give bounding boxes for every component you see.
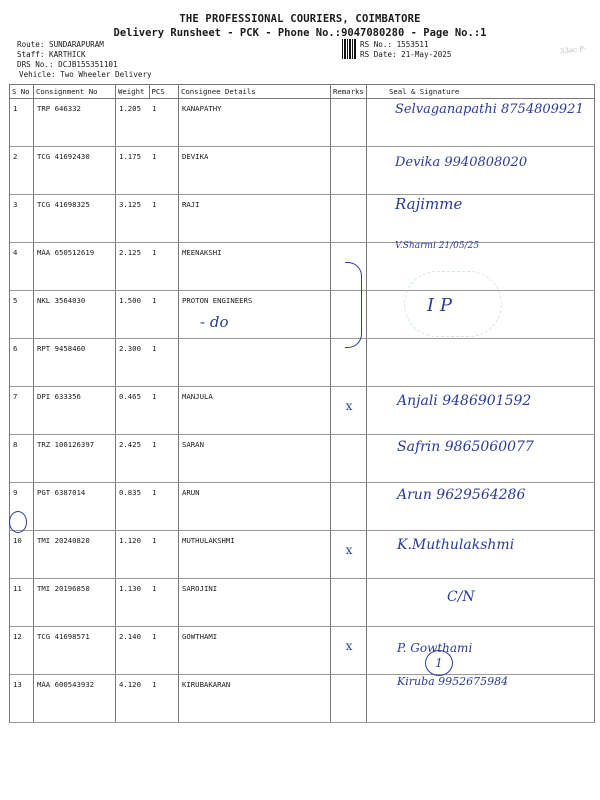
- table-row: [10, 195, 595, 243]
- cell-pcs: 1: [149, 339, 179, 387]
- cell-name: MANJULA: [179, 387, 331, 435]
- cell-sno: 3: [10, 195, 34, 243]
- cell-cons: TCG 41698325: [34, 195, 116, 243]
- cell-cons: PGT 6387014: [34, 483, 116, 531]
- cell-pcs: 1: [149, 99, 179, 147]
- handwritten-signature: K.Muthulakshmi: [397, 537, 515, 553]
- cell-weight: 2.140: [116, 627, 150, 675]
- cell-remark: [331, 195, 367, 243]
- cell-sno: 5: [10, 291, 34, 339]
- pencil-note: 33ac P-: [559, 44, 587, 56]
- cell-sno: 9: [10, 483, 34, 531]
- cell-signature: [367, 579, 595, 627]
- cell-sno: 8: [10, 435, 34, 483]
- circled-row-number: [9, 511, 27, 533]
- table-row: [10, 291, 595, 339]
- cell-weight: 2.125: [116, 243, 150, 291]
- cell-pcs: 1: [149, 531, 179, 579]
- col-remarks: Remarks: [331, 85, 367, 99]
- table-row: [10, 435, 595, 483]
- table-row: [10, 483, 595, 531]
- cell-cons: TCG 41698571: [34, 627, 116, 675]
- cell-cons: MAA 650512619: [34, 243, 116, 291]
- cell-cons: TMI 20240820: [34, 531, 116, 579]
- cell-remark: x: [331, 627, 367, 675]
- table-row: [10, 147, 595, 195]
- circled-page-number: 1: [435, 656, 443, 670]
- cell-cons: TMI 20196850: [34, 579, 116, 627]
- cell-name: KIRUBAKARAN: [179, 675, 331, 723]
- handwritten-signature: Rajimme: [395, 195, 463, 213]
- faded-stamp: [404, 271, 502, 337]
- cell-weight: 1.205: [116, 99, 150, 147]
- cell-remark: [331, 435, 367, 483]
- cell-name: KANAPATHY: [179, 99, 331, 147]
- cell-sno: 1: [10, 99, 34, 147]
- cell-signature: [367, 675, 595, 723]
- cell-sno: 7: [10, 387, 34, 435]
- cell-pcs: 1: [149, 675, 179, 723]
- barcode: [342, 39, 356, 59]
- cell-weight: 1.120: [116, 531, 150, 579]
- circled-page-mark: [425, 650, 453, 676]
- cell-weight: 1.130: [116, 579, 150, 627]
- drs-text: DRS No.: DCJB155351101: [17, 60, 118, 69]
- cell-cons: MAA 600543932: [34, 675, 116, 723]
- cell-cons: DPI 633356: [34, 387, 116, 435]
- cell-pcs: 1: [149, 483, 179, 531]
- cell-weight: 2.300: [116, 339, 150, 387]
- cell-remark: [331, 99, 367, 147]
- handwritten-signature: I P: [427, 295, 452, 316]
- cell-name: ARUN: [179, 483, 331, 531]
- handwritten-signature: Devika 9940808020: [395, 155, 528, 170]
- cell-signature: [367, 627, 595, 675]
- cell-cons: TCG 41692430: [34, 147, 116, 195]
- handwritten-signature: P. Gowthami: [397, 641, 473, 655]
- cell-signature: [367, 339, 595, 387]
- meta-left: [17, 40, 152, 80]
- cell-remark: x: [331, 531, 367, 579]
- handwritten-signature: Kiruba 9952675984: [397, 675, 509, 688]
- cell-pcs: 1: [149, 147, 179, 195]
- cell-weight: 0.465: [116, 387, 150, 435]
- rs-date-text: RS Date: 21-May-2025: [360, 50, 452, 59]
- cell-remark: [331, 147, 367, 195]
- cell-sno: 10: [10, 531, 34, 579]
- cell-signature: [367, 99, 595, 147]
- cell-cons: NKL 3564030: [34, 291, 116, 339]
- company-title: THE PROFESSIONAL COURIERS, COIMBATORE: [179, 13, 421, 25]
- cell-signature: [367, 483, 595, 531]
- cell-signature: [367, 147, 595, 195]
- cell-cons: TRZ 100126397: [34, 435, 116, 483]
- cell-pcs: 1: [149, 435, 179, 483]
- cell-cons: RPT 9458460: [34, 339, 116, 387]
- cell-weight: 1.500: [116, 291, 150, 339]
- cell-name: SARAN: [179, 435, 331, 483]
- col-consignee: Consignee Details: [179, 85, 331, 99]
- cell-pcs: 1: [149, 291, 179, 339]
- cell-weight: 3.125: [116, 195, 150, 243]
- cell-pcs: 1: [149, 195, 179, 243]
- handwritten-signature: V.Sharmi 21/05/25: [395, 241, 480, 251]
- cell-pcs: 1: [149, 243, 179, 291]
- cell-sno: 2: [10, 147, 34, 195]
- route-text: Route: SUNDARAPURAM: [17, 40, 104, 49]
- staff-text: Staff: KARTHICK: [17, 50, 86, 59]
- table-row: [10, 387, 595, 435]
- cell-name: PROTON ENGINEERS: [179, 291, 331, 339]
- cell-pcs: 1: [149, 579, 179, 627]
- handwritten-signature: Safrin 9865060077: [397, 439, 534, 455]
- runsheet-subtitle: Delivery Runsheet - PCK - Phone No.:9047080280 - Page No.:1: [113, 27, 487, 39]
- handwritten-signature: Anjali 9486901592: [397, 393, 532, 409]
- table-header-row: [10, 85, 595, 99]
- col-pcs: PCS: [149, 85, 179, 99]
- handwritten-signature: Selvaganapathi 8754809921: [395, 102, 584, 117]
- cell-weight: 2.425: [116, 435, 150, 483]
- cell-name: MEENAKSHI: [179, 243, 331, 291]
- handwritten-brace: [345, 262, 362, 348]
- cell-name: SAROJINI: [179, 579, 331, 627]
- table-row: [10, 243, 595, 291]
- table-row: [10, 339, 595, 387]
- meta-right: [360, 40, 451, 60]
- cell-name: RAJI: [179, 195, 331, 243]
- cell-sno: 4: [10, 243, 34, 291]
- cell-name: DEVIKA: [179, 147, 331, 195]
- cell-cons: TRP 646332: [34, 99, 116, 147]
- cell-weight: 0.835: [116, 483, 150, 531]
- cell-signature: [367, 435, 595, 483]
- cell-sno: 11: [10, 579, 34, 627]
- cell-pcs: 1: [149, 387, 179, 435]
- cell-sno: 6: [10, 339, 34, 387]
- cell-remark: [331, 579, 367, 627]
- runsheet-table: [9, 84, 595, 723]
- table-row: [10, 531, 595, 579]
- cell-signature: [367, 195, 595, 243]
- col-sno: S No: [10, 85, 34, 99]
- handwritten-signature: Arun 9629564286: [397, 487, 526, 503]
- cell-name: [179, 339, 331, 387]
- table-row: [10, 579, 595, 627]
- col-weight: Weight: [116, 85, 150, 99]
- ditto-mark: - do: [200, 313, 229, 331]
- cell-remark: x: [331, 387, 367, 435]
- col-signature: Seal & Signature: [367, 85, 595, 99]
- cell-name: MUTHULAKSHMI: [179, 531, 331, 579]
- handwritten-signature: C/N: [447, 589, 475, 605]
- cell-weight: 1.175: [116, 147, 150, 195]
- cell-sno: 12: [10, 627, 34, 675]
- table-row: [10, 99, 595, 147]
- cell-sno: 13: [10, 675, 34, 723]
- cell-signature: [367, 387, 595, 435]
- vehicle-text: Vehicle: Two Wheeler Delivery: [19, 70, 152, 79]
- cell-weight: 4.120: [116, 675, 150, 723]
- cell-pcs: 1: [149, 627, 179, 675]
- col-consignment: Consignment No: [34, 85, 116, 99]
- table-row: [10, 675, 595, 723]
- cell-name: GOWTHAMI: [179, 627, 331, 675]
- cell-signature: [367, 531, 595, 579]
- rs-no-text: RS No.: 1553511: [360, 40, 429, 49]
- cell-remark: [331, 483, 367, 531]
- cell-remark: [331, 675, 367, 723]
- table-row: [10, 627, 595, 675]
